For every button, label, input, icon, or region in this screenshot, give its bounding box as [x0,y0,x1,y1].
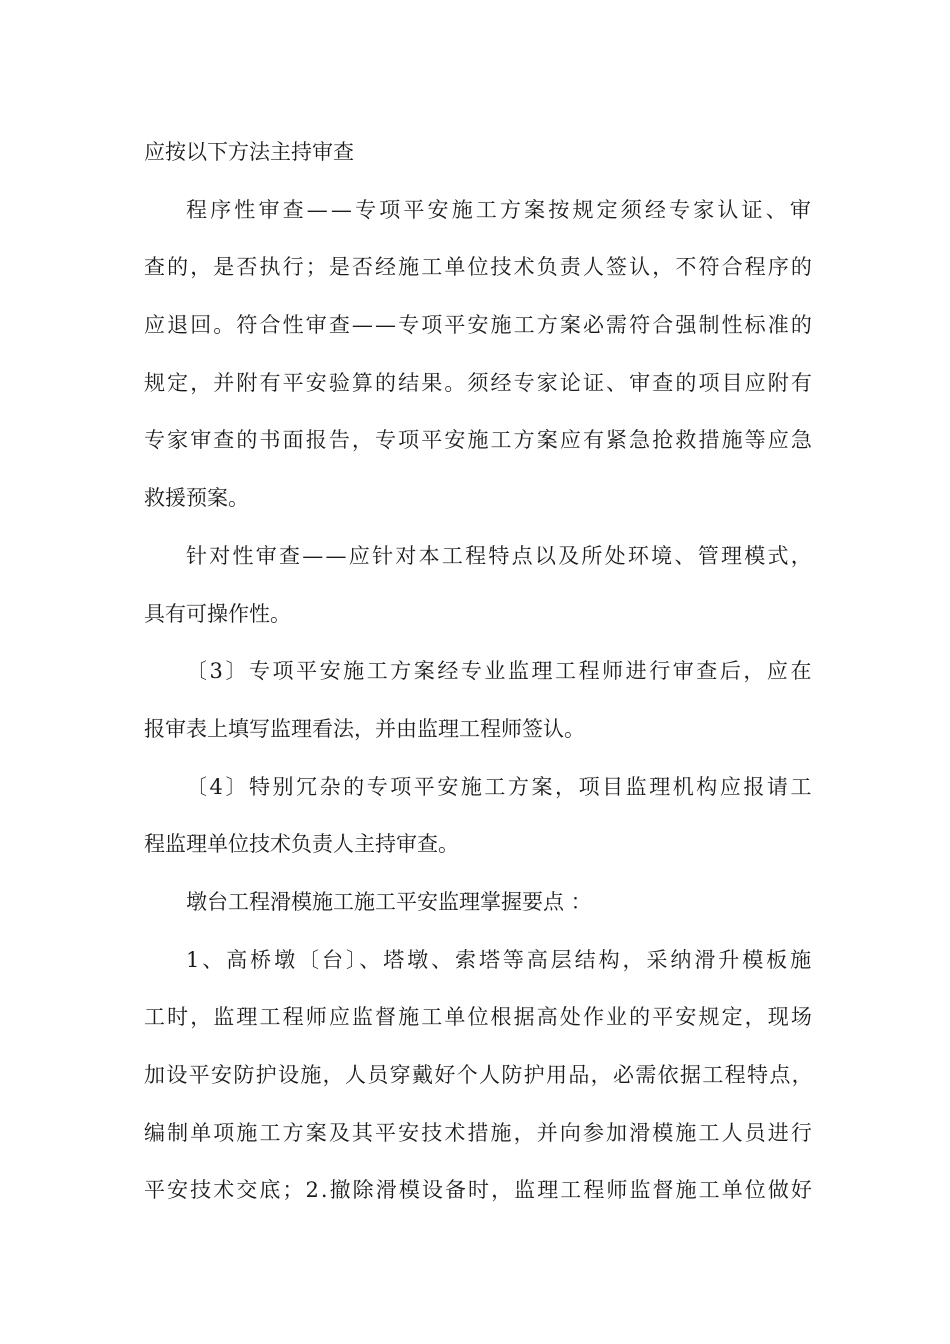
text-line: 针对性审查——应针对本工程特点以及所处环境、管理模式， [186,543,814,568]
text-line: 程序性审查——专项平安施工方案按规定须经专家认证、审 [186,197,815,222]
text-line: 程监理单位技术负责人主持审查。 [144,832,459,857]
text-line: 具有可操作性。 [144,601,291,626]
text-line: 专家审查的书面报告，专项平安施工方案应有紧急抢救措施等应急 [144,428,814,453]
text-line: 1、高桥墩〔台〕、塔墩、索塔等高层结构，采纳滑升模板施 [186,947,814,972]
text-line: 应退回。符合性审查——专项平安施工方案必需符合强制性标准的 [144,313,814,338]
text-line: 墩台工程滑模施工施工平安监理掌握要点 ： [186,889,592,914]
text-line: 规定，并附有平安验算的结果。须经专家论证、审查的项目应附有 [144,370,814,395]
text-line: 加设平安防护设施，人员穿戴好个人防护用品，必需依据工程特点， [144,1063,814,1087]
text-line: 平安技术交底；2.撤除滑模设备时，监理工程师监督施工单位做好 [144,1178,814,1203]
text-line: 编制单项施工方案及其平安技术措施，并向参加滑模施工人员进行 [144,1120,814,1145]
text-line: 救援预案。 [144,486,249,511]
text-line: 〔3〕专项平安施工方案经专业监理工程师进行审查后，应在 [186,659,814,684]
text-line: 工时，监理工程师应监督施工单位根据高处作业的平安规定，现场 [144,1005,814,1030]
text-line: 应按以下方法主持审查 [144,140,354,164]
document-body [144,130,814,1226]
text-line: 查的，是否执行；是否经施工单位技术负责人签认，不符合程序的 [144,255,814,280]
text-line: 报审表上填写监理看法，并由监理工程师签认。 [144,716,585,741]
text-line: 〔4〕特别冗杂的专项平安施工方案，项目监理机构应报请工 [186,774,814,799]
